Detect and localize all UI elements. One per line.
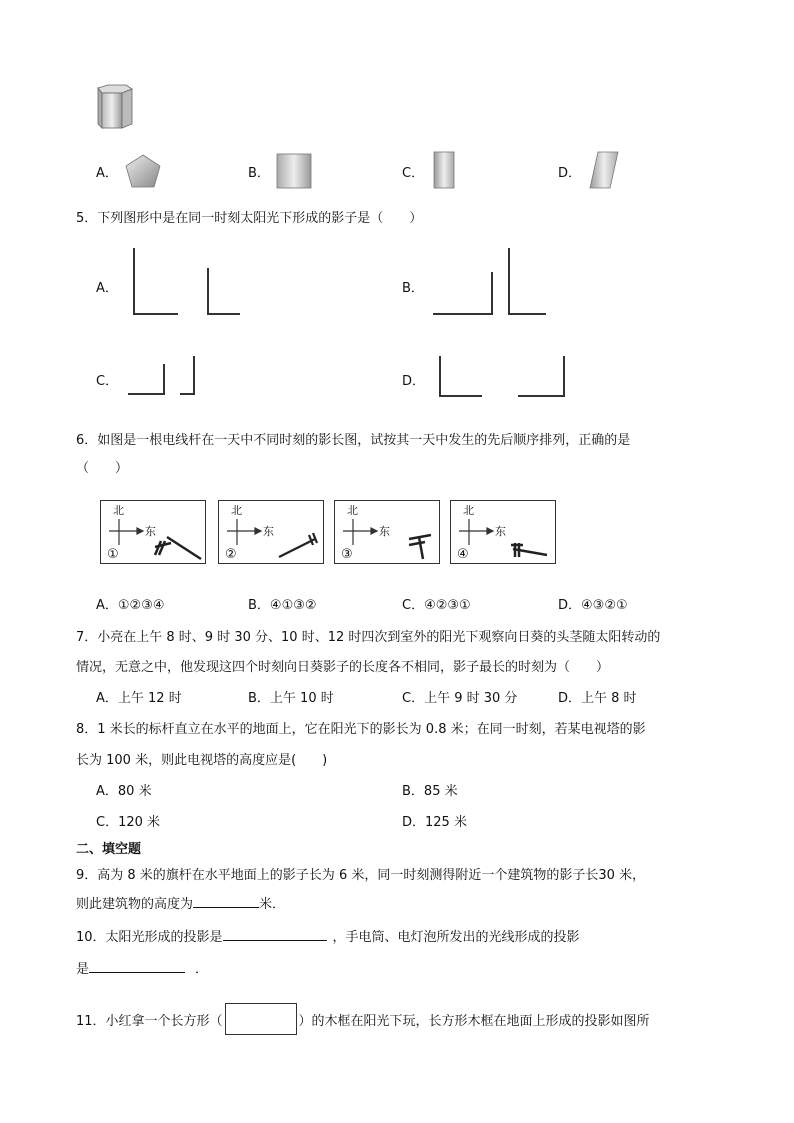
rectangle-frame-icon <box>225 1003 297 1035</box>
q5-option-c-figure <box>126 352 202 398</box>
q10-text-after-blank: ，手电筒、电灯泡所发出的光线形成的投影 <box>332 930 580 945</box>
q7-option-a: A．上午 12 时 <box>96 691 182 706</box>
panel-number-3: ③ <box>341 547 353 562</box>
q4-option-b-label: B． <box>248 166 270 181</box>
q11-question <box>76 1003 650 1035</box>
q6-panel-4 <box>450 500 556 564</box>
q9-answer-blank[interactable] <box>193 894 259 908</box>
q6-option-d: D．④③②① <box>558 598 628 613</box>
q8-option-a: A．80 米 <box>96 784 152 799</box>
section-heading-fill-in: 二、填空题 <box>76 842 142 857</box>
q9-text-after-blank: 米． <box>259 897 286 912</box>
q10-line2-suffix: ． <box>195 962 209 977</box>
q10-answer-blank-1[interactable] <box>223 927 327 941</box>
q8-option-d: D．125 米 <box>402 815 467 830</box>
q7-option-c: C．上午 9 时 30 分 <box>402 691 518 706</box>
q11-text-after: ）的木框在阳光下玩，长方形木框在地面上形成的投影如图所 <box>298 1013 650 1029</box>
hexagonal-prism-figure <box>94 84 134 130</box>
q9-question-line1: 9．高为 8 米的旗杆在水平地面上的影子长为 6 米，同一时刻测得附近一个建筑物的影子长30 米， <box>76 868 646 883</box>
q5-option-d-label: D． <box>402 374 426 389</box>
q4-option-c-label: C． <box>402 166 425 181</box>
q8-option-b: B．85 米 <box>402 784 458 799</box>
panel-number-2: ② <box>225 547 237 562</box>
north-label: 北 <box>347 504 358 517</box>
q5-option-c-label: C． <box>96 374 119 389</box>
north-label: 北 <box>231 504 242 517</box>
panel-number-1: ① <box>107 547 119 562</box>
q5-option-a-label: A． <box>96 281 118 296</box>
q10-answer-blank-2[interactable] <box>89 959 185 973</box>
square-shape <box>276 153 312 189</box>
q6-option-b: B．④①③② <box>248 598 317 613</box>
east-label: 东 <box>495 525 506 538</box>
narrow-rectangle-shape <box>432 151 456 189</box>
east-label: 东 <box>379 525 390 538</box>
q8-question-line1: 8．1 米长的标杆直立在水平的地面上，它在阳光下的影长为 0.8 米；在同一时刻，若某电视塔的影 <box>76 722 646 737</box>
pentagon-shape <box>124 153 162 189</box>
q9-question-line2 <box>76 893 285 912</box>
q5-option-b-figure <box>430 244 550 318</box>
q6-question-line2: （ ） <box>76 461 129 476</box>
east-label: 东 <box>263 525 274 538</box>
q6-option-a: A．①②③④ <box>96 598 165 613</box>
q6-question-line1: 6．如图是一根电线杆在一天中不同时刻的影长图，试按其一天中发生的先后顺序排列，正确的是 <box>76 433 631 448</box>
north-label: 北 <box>463 504 474 517</box>
q7-question-line1: 7．小亮在上午 8 时、9 时 30 分、10 时、12 时四次到室外的阳光下观察向日葵的头茎随太阳转动的 <box>76 630 661 645</box>
q5-option-a-figure <box>130 246 250 318</box>
q7-question-line2: 情况，无意之中，他发现这四个时刻向日葵影子的长度各不相同，影子最长的时刻为（ ） <box>76 660 610 675</box>
q6-panel-1 <box>100 500 206 564</box>
q5-question: 5．下列图形中是在同一时刻太阳光下形成的影子是（ ） <box>76 211 423 226</box>
q6-option-c: C．④②③① <box>402 598 471 613</box>
panel-number-4: ④ <box>457 547 469 562</box>
q4-option-d-label: D． <box>558 166 582 181</box>
east-label: 东 <box>145 525 156 538</box>
parallelogram-shape <box>588 151 620 189</box>
q10-text-before-blank: 10．太阳光形成的投影是 <box>76 930 223 945</box>
north-label: 北 <box>113 504 124 517</box>
q8-question-line2: 长为 100 米，则此电视塔的高度应是( ) <box>76 753 328 768</box>
q7-option-d: D．上午 8 时 <box>558 691 637 706</box>
q7-option-b: B．上午 10 时 <box>248 691 334 706</box>
q6-panel-3 <box>334 500 440 564</box>
q10-question-line2 <box>76 958 208 977</box>
q9-text-before-blank: 则此建筑物的高度为 <box>76 897 194 912</box>
q10-question-line1 <box>76 926 580 945</box>
q11-text-before: 11．小红拿一个长方形（ <box>76 1013 223 1029</box>
q6-panel-2 <box>218 500 324 564</box>
q10-line2-prefix: 是 <box>76 962 90 977</box>
q5-option-d-figure <box>438 354 570 400</box>
q8-option-c: C．120 米 <box>96 815 161 830</box>
q4-option-a-label: A． <box>96 166 118 181</box>
q5-option-b-label: B． <box>402 281 424 296</box>
